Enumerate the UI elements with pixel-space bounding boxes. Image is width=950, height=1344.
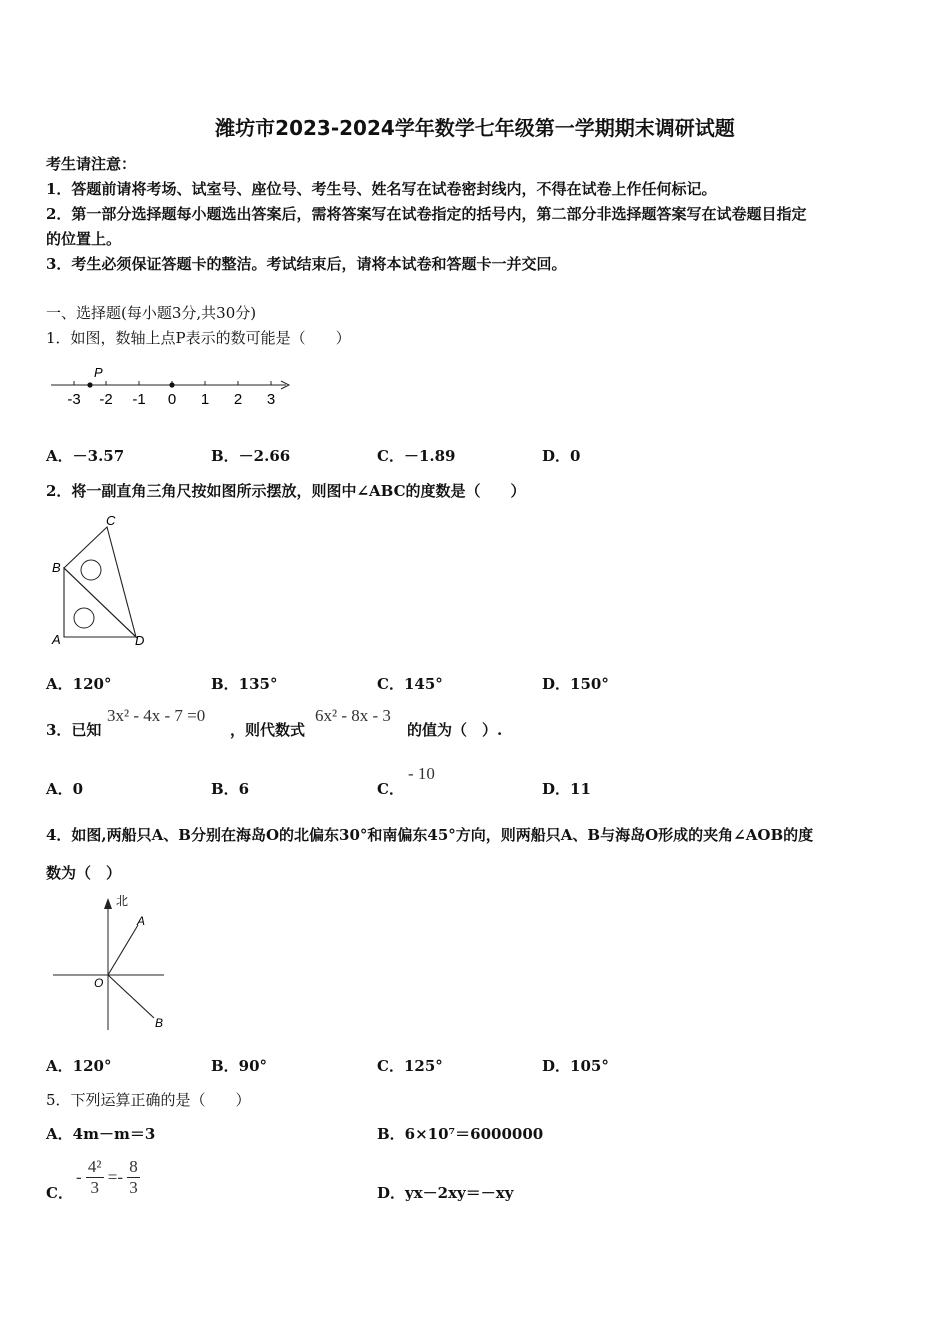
number-line-figure [46, 362, 296, 410]
q4-option-d[interactable]: D．105° [542, 1057, 609, 1075]
fraction-denominator: 3 [90, 1178, 99, 1197]
ship-a-label: A [137, 914, 146, 928]
point-p-label: P [94, 365, 103, 380]
tick-label: -1 [132, 391, 146, 408]
tick-label: -3 [67, 391, 81, 408]
fraction [86, 1157, 104, 1198]
notice-line-2: 2．第一部分选择题每小题选出答案后，需将答案写在试卷指定的括号内，第二部分非选择题答案写在试卷题目指定 [46, 205, 807, 223]
q3-expression: 6x² - 8x - 3 [315, 706, 391, 725]
equals-minus: =- [107, 1167, 124, 1187]
tick-label: 2 [233, 391, 243, 408]
vertex-c-label: C [106, 513, 116, 528]
q3-equation: 3x² - 4x - 7 =0 [107, 706, 206, 725]
vertex-a-label: A [52, 632, 61, 647]
notice-line-2-cont: 的位置上。 [46, 230, 122, 248]
island-o-label: O [94, 976, 104, 990]
fraction [127, 1157, 140, 1198]
vertex-d-label: D [135, 633, 145, 648]
question-4-stem-cont: 数为（ ） [46, 864, 122, 882]
q5-option-c-expression [76, 1157, 140, 1198]
q2-option-d[interactable]: D．150° [542, 675, 609, 693]
question-1-stem: 1．如图，数轴上点P表示的数可能是（ ） [46, 329, 351, 347]
q2-option-c[interactable]: C．145° [377, 675, 443, 693]
page-title: 潍坊市2023-2024学年数学七年级第一学期期末调研试题 [215, 116, 735, 140]
tick-label: 1 [200, 391, 210, 408]
fraction-denominator: 3 [129, 1178, 138, 1197]
triangle-rulers-figure [46, 510, 156, 650]
minus-sign: - [76, 1167, 82, 1187]
question-3-suffix: 的值为（ ）. [407, 721, 503, 739]
q3-option-d[interactable]: D．11 [542, 780, 591, 798]
q1-option-c[interactable]: C．－1.89 [377, 447, 456, 465]
tick-label: -2 [99, 391, 113, 408]
q5-option-a[interactable]: A．4m－m＝3 [46, 1125, 156, 1143]
q4-option-c[interactable]: C．125° [377, 1057, 443, 1075]
q4-option-a[interactable]: A．120° [46, 1057, 112, 1075]
section-heading: 一、选择题(每小题3分,共30分) [46, 304, 257, 322]
compass-bearing-figure [46, 890, 171, 1035]
fraction-numerator: 8 [129, 1157, 138, 1176]
notice-line-3: 3．考生必须保证答题卡的整洁。考试结束后，请将本试卷和答题卡一并交回。 [46, 255, 567, 273]
point-p-marker [87, 382, 92, 387]
q5-option-b[interactable]: B．6×10⁷＝6000000 [377, 1125, 544, 1143]
tick-label: 0 [167, 391, 177, 408]
question-4-stem: 4．如图,两船只A、B分别在海岛O的北偏东30°和南偏东45°方向，则两船只A、B与海岛O形成的夹角∠AOB的度 [46, 826, 814, 844]
fraction-numerator: 4² [87, 1157, 102, 1176]
q5-option-d[interactable]: D．yx－2xy＝－xy [377, 1184, 514, 1202]
q4-option-b[interactable]: B．90° [211, 1057, 268, 1075]
q1-option-b[interactable]: B．－2.66 [211, 447, 291, 465]
q1-option-d[interactable]: D．0 [542, 447, 581, 465]
tick-label: 3 [266, 391, 276, 408]
origin-marker [169, 382, 174, 387]
q2-option-a[interactable]: A．120° [46, 675, 112, 693]
question-3-mid: ，则代数式 [230, 721, 306, 739]
question-5-stem: 5．下列运算正确的是（ ） [46, 1091, 251, 1109]
q3-option-b[interactable]: B．6 [211, 780, 250, 798]
q1-option-a[interactable]: A．－3.57 [46, 447, 125, 465]
north-label: 北 [116, 894, 129, 908]
notice-heading: 考生请注意： [46, 155, 137, 173]
q3-option-c-value: - 10 [408, 764, 435, 783]
question-3-prefix: 3．已知 [46, 721, 102, 739]
ship-b-label: B [155, 1016, 164, 1030]
notice-line-1: 1．答题前请将考场、试室号、座位号、考生号、姓名写在试卷密封线内，不得在试卷上作任何标记。 [46, 180, 717, 198]
q2-option-b[interactable]: B．135° [211, 675, 278, 693]
vertex-b-label: B [52, 560, 61, 575]
question-2-stem: 2．将一副直角三角尺按如图所示摆放，则图中∠ABC的度数是（ ） [46, 482, 526, 500]
q3-option-a[interactable]: A．0 [46, 780, 84, 798]
q5-option-c[interactable]: C． [46, 1184, 73, 1202]
q3-option-c[interactable]: C． [377, 780, 404, 798]
